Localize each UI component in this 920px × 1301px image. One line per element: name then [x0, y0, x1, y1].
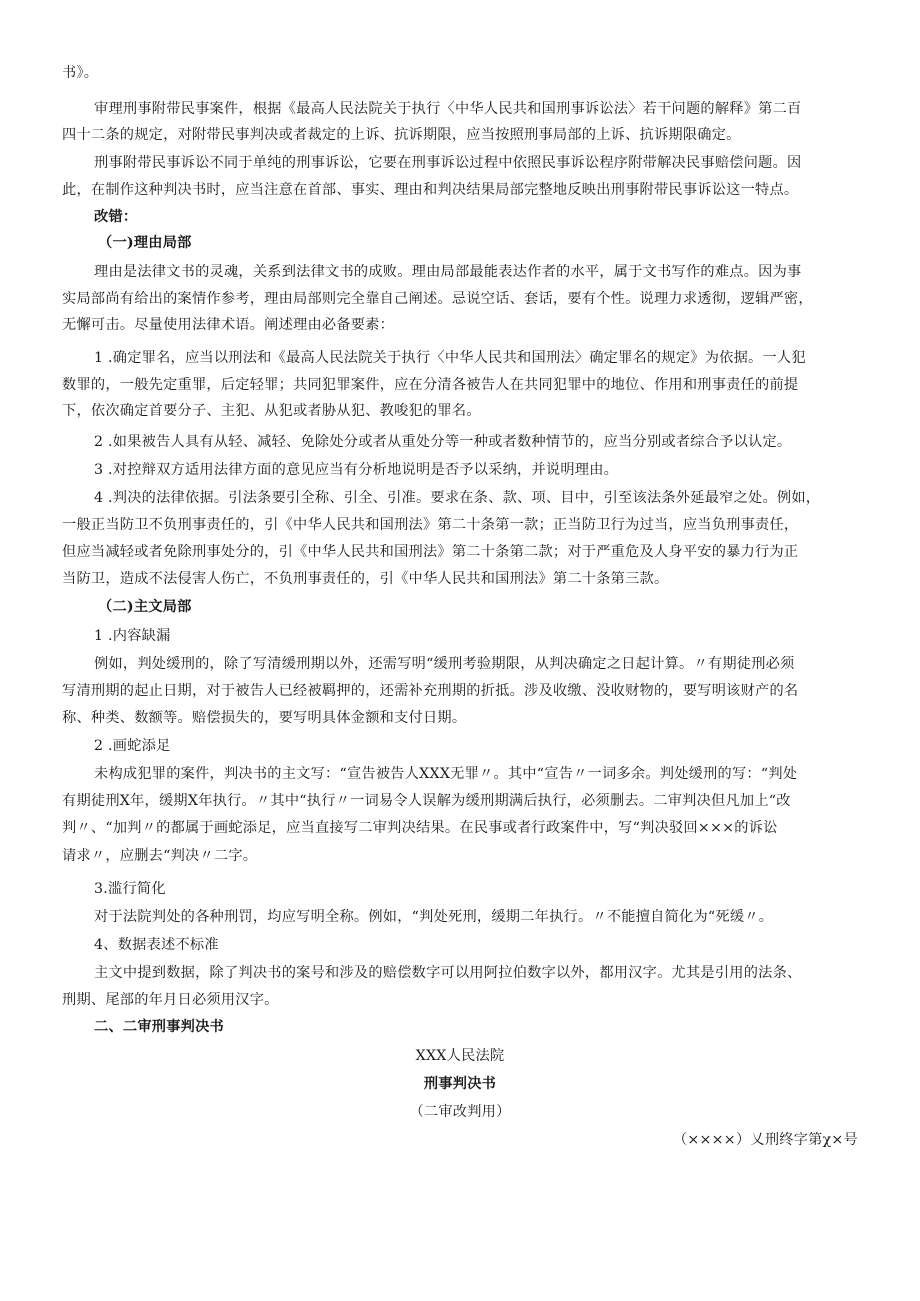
text-line: 1 .内容缺漏	[94, 628, 171, 644]
text-line: 下，依次确定首要分子、主犯、从犯或者胁从犯、教唆犯的罪名。	[62, 403, 481, 419]
text-line: 2 .画蛇添足	[94, 738, 171, 754]
text-line: 2 .如果被告人具有从轻、减轻、免除处分或者从重处分等一种或者数种情节的，应当分别或者综合予以认定。	[94, 434, 792, 450]
text-line: 例如，判处缓刑的，除了写清缓刑期以外，还需写明“缓刑考验期限，从判决确定之日起计算。〃有期徒刑必须	[94, 656, 795, 672]
text-line: 称、种类、数额等。赔偿损失的，要写明具体金额和支付日期。	[62, 710, 467, 726]
text-line: 理由是法律文书的灵魂，关系到法律文书的成败。理由局部最能表达作者的水平，属于文书写作的难点。因为事	[94, 264, 802, 280]
section-heading: （一)理由局部	[98, 235, 192, 251]
text-line: 一般正当防卫不负刑事责任的，引《中华人民共和国刑法》第二十条第一款；正当防卫行为过当，应当负刑事责任，	[62, 517, 799, 533]
text-line: 未构成犯罪的案件，判决书的主文写：“宣告被告人XXX无罪〃。其中“宣告〃一词多余。判处缓刑的写：“判处	[94, 766, 798, 782]
text-line: 审理刑事附带民事案件，根据《最高人民法院关于执行〈中华人民共和国刑事诉讼法〉若干问题的解释》第二百	[94, 101, 802, 117]
text-line: 四十二条的规定，对附带民事判决或者裁定的上诉、抗诉期限，应当按照刑事局部的上诉、抗诉期限确定。	[62, 127, 741, 143]
court-name: XXX人民法院	[415, 1048, 505, 1064]
text-line: 无懈可击。尽量使用法律术语。阐述理由必备要素：	[62, 317, 395, 333]
text-line: 有期徒刑X年，缓期X年执行。〃其中“执行〃一词易令人误解为缓刑期满后执行，必须删去。二审判决但凡加上“改	[62, 793, 791, 809]
text-line: 此，在制作这种判决书时，应当注意在首部、事实、理由和判决结果局部完整地反映出刑事附带民事诉讼这一特点。	[62, 182, 799, 198]
document-title: 刑事判决书	[423, 1076, 497, 1092]
text-line: 判〃、“加判〃的都属于画蛇添足，应当直接写二审判决结果。在民事或者行政案件中，写“判决驳回×××的诉讼	[62, 820, 778, 836]
section-heading: 改错：	[94, 209, 138, 225]
text-line: 4、数据表述不标准	[94, 937, 219, 953]
section-heading: 二、二审刑事判决书	[94, 1019, 224, 1035]
text-line: 书》。	[62, 65, 99, 81]
text-line: 4 .判决的法律依据。引法条要引全称、引全、引准。要求在条、款、项、目中，引至该法条外延最窄之处。例如，	[94, 490, 821, 506]
text-line: 3.滥行简化	[94, 881, 166, 897]
case-number: （××××）乂刑终字第χ×号	[672, 1132, 858, 1148]
text-line: 主文中提到数据，除了判决书的案号和涉及的赔偿数字可以用阿拉伯数字以外，都用汉字。尤其是引用的法条、	[94, 965, 802, 981]
section-heading: （二)主文局部	[98, 599, 192, 615]
text-line: 数罪的，一般先定重罪，后定轻罪；共同犯罪案件，应在分清各被告人在共同犯罪中的地位、作用和刑事责任的前提	[62, 377, 799, 393]
text-line: 当防卫，造成不法侵害人伤亡，不负刑事责任的，引《中华人民共和国刑法》第二十条第三款。	[62, 571, 669, 587]
document-subtitle: （二审改判用）	[409, 1104, 511, 1120]
text-line: 但应当减轻或者免除刑事处分的，引《中华人民共和国刑法》第二十条第二款；对于严重危及人身平安的暴力行为正	[62, 544, 799, 560]
text-line: 刑事附带民事诉讼不同于单纯的刑事诉讼，它要在刑事诉讼过程中依照民事诉讼程序附带解决民事赔偿问题。因	[94, 155, 802, 171]
text-line: 写清刑期的起止日期，对于被告人已经被羁押的，还需补充刑期的折抵。涉及收缴、没收财物的，要写明该财产的名	[62, 683, 799, 699]
text-line: 实局部尚有给出的案情作参考，理由局部则完全靠自己阐述。忌说空话、套话，要有个性。说理力求透彻，逻辑严密，	[62, 291, 813, 307]
text-line: 1 .确定罪名，应当以刑法和《最高人民法院关于执行〈中华人民共和国刑法〉确定罪名的规定》为依据。一人犯	[94, 350, 806, 366]
text-line: 对于法院判处的各种刑罚，均应写明全称。例如，“判处死刑，缓期二年执行。〃不能擅自简化为“死缓〃。	[94, 909, 774, 925]
text-line: 请求〃，应删去“判决〃二字。	[62, 848, 258, 864]
text-line: 3 .对控辩双方适用法律方面的意见应当有分析地说明是否予以采纳，并说明理由。	[94, 462, 619, 478]
text-line: 刑期、尾部的年月日必须用汉字。	[62, 992, 279, 1008]
